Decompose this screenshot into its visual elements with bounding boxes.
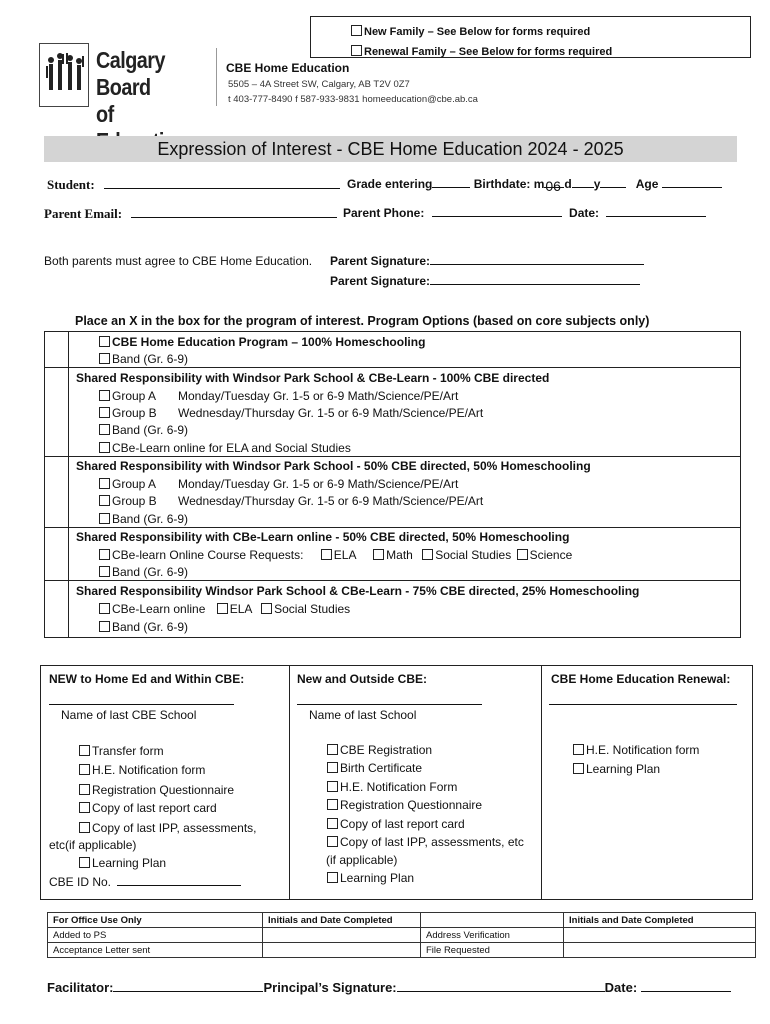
col2-heading: New and Outside CBE: <box>297 672 428 686</box>
program-intro: Place an X in the box for the program of interest. Program Options (based on core subjects only) <box>75 314 650 328</box>
checkbox[interactable] <box>99 478 110 489</box>
checkbox[interactable] <box>261 603 272 614</box>
checklist-item[interactable]: Registration Questionnaire <box>327 798 482 812</box>
parent-signature-row-2: Parent Signature: <box>330 274 640 288</box>
checkbox[interactable] <box>79 745 90 756</box>
student-field[interactable] <box>104 188 340 189</box>
checkbox[interactable] <box>99 336 110 347</box>
checkbox[interactable] <box>517 549 528 560</box>
checkbox[interactable] <box>327 818 338 829</box>
program-option-group-a[interactable]: Group A Monday/Tuesday Gr. 1-5 or 6-9 Math/Science/PE/Art <box>99 477 156 491</box>
parent-signature-field-2[interactable] <box>430 284 640 285</box>
grade-birth-age-row: Grade entering Birthdate: m 06 d y Age <box>347 177 722 191</box>
checklist-item[interactable]: Registration Questionnaire <box>79 783 234 797</box>
checkbox[interactable] <box>327 762 338 773</box>
parent-email-field[interactable] <box>131 217 337 218</box>
initials-header: Initials and Date Completed <box>564 913 756 928</box>
office-input-cell[interactable] <box>263 928 421 943</box>
birth-year-field[interactable] <box>600 187 626 188</box>
program-option-cbe-learn-requests[interactable]: CBe-learn Online Course Requests: ELA Math Social Studies Science <box>99 548 572 562</box>
row-divider <box>45 456 740 457</box>
program-option-band[interactable]: Band (Gr. 6-9) <box>99 512 188 526</box>
checklist-item[interactable]: Copy of last report card <box>327 817 465 831</box>
new-family-option[interactable]: New Family – See Below for forms required <box>351 25 590 38</box>
checkbox[interactable] <box>99 603 110 614</box>
checkbox[interactable] <box>573 744 584 755</box>
table-row <box>48 943 756 958</box>
header-title: CBE Home Education <box>226 61 350 75</box>
checkbox[interactable] <box>422 549 433 560</box>
parent-signature-field-1[interactable] <box>430 264 644 265</box>
col1-heading: NEW to Home Ed and Within CBE: <box>49 672 245 686</box>
office-cell: Acceptance Letter sent <box>48 943 263 958</box>
office-input-cell[interactable] <box>564 943 756 958</box>
checkbox[interactable] <box>573 763 584 774</box>
student-row: Student: <box>47 177 340 193</box>
principal-signature-field[interactable] <box>397 991 605 992</box>
logo-text: Calgary Board of <box>96 47 165 127</box>
column-divider <box>541 666 542 899</box>
parent-phone-field[interactable] <box>432 216 562 217</box>
header-contact: t 403-777-8490 f 587-933-9831 homeeducation@cbe.ab.ca <box>228 94 478 105</box>
checkbox[interactable] <box>79 802 90 813</box>
program-option-group-b[interactable]: Group B Wednesday/Thursday Gr. 1-5 or 6-9 Math/Science/PE/Art <box>99 494 157 508</box>
program-options-table <box>44 331 741 638</box>
checklist-item-cont: (if applicable) <box>326 853 398 867</box>
age-field[interactable] <box>662 187 722 188</box>
renewal-field[interactable] <box>549 704 737 705</box>
checkbox[interactable] <box>99 442 110 453</box>
last-school-field[interactable] <box>297 704 482 705</box>
checkbox[interactable] <box>327 781 338 792</box>
both-parents-note: Both parents must agree to CBE Home Education. <box>44 254 313 268</box>
program-option-band[interactable]: Band (Gr. 6-9) <box>99 352 188 366</box>
program-option-group-b[interactable]: Group B Wednesday/Thursday Gr. 1-5 or 6-9 Math/Science/PE/Art <box>99 406 157 420</box>
grade-field[interactable] <box>432 187 470 188</box>
checkbox[interactable] <box>79 857 90 868</box>
empty-cell <box>421 913 564 928</box>
checkbox[interactable] <box>327 744 338 755</box>
office-input-cell[interactable] <box>564 928 756 943</box>
table-row <box>48 928 756 943</box>
logo-divider <box>216 48 217 106</box>
office-input-cell[interactable] <box>263 943 421 958</box>
checklist-item[interactable]: Learning Plan <box>79 856 166 870</box>
checklist-item[interactable]: Learning Plan <box>327 871 414 885</box>
section-heading: Shared Responsibility with Windsor Park School & CBe-Learn - 100% CBE directed <box>76 371 550 385</box>
checkbox[interactable] <box>321 549 332 560</box>
checkbox[interactable] <box>99 566 110 577</box>
family-type-box <box>310 16 751 58</box>
checkbox[interactable] <box>99 549 110 560</box>
checkbox[interactable] <box>99 621 110 632</box>
parent-phone-row: Parent Phone: Date: <box>343 206 706 220</box>
column-divider <box>289 666 290 899</box>
checklist-item[interactable]: CBE Registration <box>327 743 432 757</box>
checkbox[interactable] <box>99 407 110 418</box>
program-option-band[interactable]: Band (Gr. 6-9) <box>99 423 188 437</box>
row-divider <box>45 527 740 528</box>
program-option-home-ed[interactable]: CBE Home Education Program – 100% Homeschooling <box>99 335 425 349</box>
checklist-item[interactable]: Copy of last IPP, assessments, etc <box>327 835 524 849</box>
checklist-item[interactable]: Transfer form <box>79 744 164 758</box>
table-column-divider <box>68 332 69 637</box>
checklist-item[interactable]: Learning Plan <box>573 762 660 776</box>
checkbox[interactable] <box>99 513 110 524</box>
checkbox[interactable] <box>217 603 228 614</box>
office-cell: Address Verification <box>421 928 564 943</box>
section-heading: Shared Responsibility with Windsor Park School - 50% CBE directed, 50% Homeschooling <box>76 459 591 473</box>
section-heading: Shared Responsibility Windsor Park School & CBe-Learn - 75% CBE directed, 25% Homeschooling <box>76 584 640 598</box>
checkbox[interactable] <box>373 549 384 560</box>
last-cbe-school-field[interactable] <box>49 704 234 705</box>
checklist-item-cont: etc(if applicable) <box>49 838 137 852</box>
office-cell: File Requested <box>421 943 564 958</box>
checkbox[interactable] <box>79 822 90 833</box>
form-title-bar <box>44 136 737 162</box>
checkbox[interactable] <box>79 784 90 795</box>
checkbox[interactable] <box>99 424 110 435</box>
col3-heading: CBE Home Education Renewal: <box>551 672 731 686</box>
birth-month-field[interactable]: 06 <box>544 187 564 188</box>
col2-subtitle: Name of last School <box>309 708 417 722</box>
section-heading: Shared Responsibility with CBe-Learn online - 50% CBE directed, 50% Homeschooling <box>76 530 570 544</box>
checkbox[interactable] <box>99 495 110 506</box>
parent-signature-row-1: Parent Signature: <box>330 254 644 268</box>
program-option-band[interactable]: Band (Gr. 6-9) <box>99 620 188 634</box>
checkbox[interactable] <box>351 25 362 36</box>
checkbox[interactable] <box>327 872 338 883</box>
office-cell: Added to PS <box>48 928 263 943</box>
logo-figures-icon <box>39 43 89 107</box>
office-use-table <box>47 912 756 958</box>
checkbox[interactable] <box>327 836 338 847</box>
header-address: 5505 – 4A Street SW, Calgary, AB T2V 0Z7 <box>228 79 410 90</box>
facilitator-field[interactable] <box>113 991 263 992</box>
office-header: For Office Use Only <box>48 913 263 928</box>
checkbox[interactable] <box>351 45 362 56</box>
checklist-item[interactable]: Copy of last report card <box>79 801 217 815</box>
col1-subtitle: Name of last CBE School <box>61 708 197 722</box>
row-divider <box>45 367 740 368</box>
checklist-item[interactable]: Copy of last IPP, assessments, <box>79 821 257 835</box>
program-option-band[interactable]: Band (Gr. 6-9) <box>99 565 188 579</box>
row-divider <box>45 580 740 581</box>
footer-signatures: Facilitator: Principal’s Signature: Date: <box>47 980 731 995</box>
birth-day-field[interactable] <box>572 187 594 188</box>
date-field[interactable] <box>606 216 706 217</box>
checkbox[interactable] <box>99 353 110 364</box>
program-option-group-a[interactable]: Group A Monday/Tuesday Gr. 1-5 or 6-9 Math/Science/PE/Art <box>99 389 156 403</box>
checkbox[interactable] <box>99 390 110 401</box>
footer-date-field[interactable] <box>641 991 731 992</box>
checklist-item[interactable]: H.E. Notification Form <box>327 780 457 794</box>
renewal-family-option[interactable]: Renewal Family – See Below for forms required <box>351 45 612 58</box>
form-title: Expression of Interest - CBE Home Education 2024 - 2025 <box>157 139 624 159</box>
cbe-id-field[interactable] <box>117 885 241 886</box>
program-option-cbe-learn-online[interactable]: CBe-Learn online ELA Social Studies <box>99 602 350 616</box>
checklist-item[interactable]: H.E. Notification form <box>79 763 205 777</box>
checklist-item[interactable]: H.E. Notification form <box>573 743 699 757</box>
parent-email-row: Parent Email: <box>44 206 337 222</box>
requirements-table <box>40 665 753 900</box>
checkbox[interactable] <box>327 799 338 810</box>
initials-header: Initials and Date Completed <box>263 913 421 928</box>
checkbox[interactable] <box>79 764 90 775</box>
table-row <box>48 913 756 928</box>
checklist-item[interactable]: Birth Certificate <box>327 761 422 775</box>
cbe-id-row: CBE ID No. <box>49 875 241 889</box>
cbe-logo <box>39 43 209 127</box>
program-option-cbe-learn-ela-ss[interactable]: CBe-Learn online for ELA and Social Studies <box>99 441 351 455</box>
